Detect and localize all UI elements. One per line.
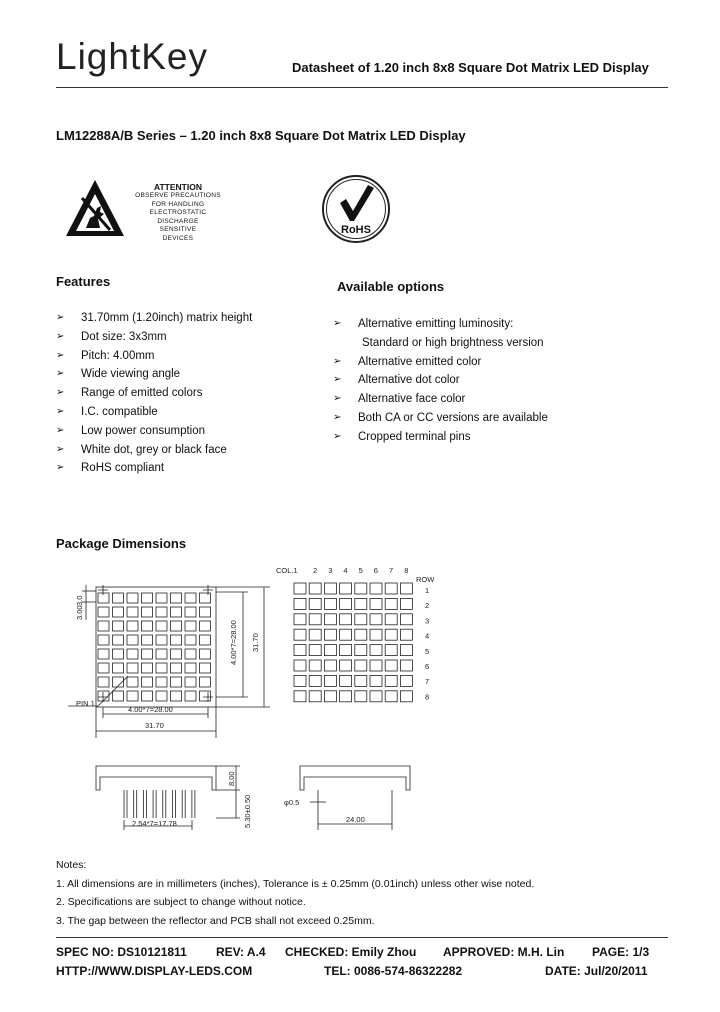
list-item: ➢ Both CA or CC versions are available: [333, 409, 548, 428]
schematic-dot: [340, 583, 352, 594]
schematic-dot: [355, 675, 367, 686]
front-dot: [98, 677, 109, 687]
col-label: COL.1: [276, 566, 298, 575]
note-item: 2. Specifications are subject to change without notice.: [56, 896, 306, 908]
dim-height: 31.70: [251, 633, 260, 652]
front-dot: [185, 635, 196, 645]
schematic-dot: [294, 614, 306, 625]
notes-section: [56, 856, 534, 930]
front-dot: [200, 649, 211, 659]
row-label: ROW: [416, 575, 435, 584]
schematic-dot: [324, 660, 336, 671]
column-number: 2: [313, 566, 318, 575]
schematic-dot: [370, 629, 382, 640]
schematic-dot: [294, 645, 306, 656]
front-dot: [156, 593, 167, 603]
front-dot: [156, 621, 167, 631]
schematic-dot: [370, 660, 382, 671]
front-dot: [98, 691, 109, 701]
bullet-arrow-icon: ➢: [333, 318, 342, 329]
revision: REV: A.4: [216, 945, 266, 959]
schematic-dot: [355, 629, 367, 640]
list-item: ➢ Low power consumption: [56, 422, 252, 441]
schematic-dot: [324, 583, 336, 594]
schematic-dot: [309, 645, 321, 656]
front-dot: [171, 663, 182, 673]
schematic-dot: [370, 583, 382, 594]
notes-title: Notes:: [56, 859, 87, 871]
schematic-dot-grid: [294, 583, 412, 702]
schematic-dot: [309, 675, 321, 686]
front-dot: [127, 621, 138, 631]
column-number: 7: [389, 566, 394, 575]
list-item: ➢ Alternative emitted color: [333, 353, 548, 372]
row-numbers: [425, 586, 429, 701]
dim-pin-diameter: φ0.5: [284, 798, 300, 807]
schematic-dot: [340, 629, 352, 640]
front-dot: [142, 691, 153, 701]
checked-by: CHECKED: Emily Zhou: [285, 945, 417, 959]
schematic-dot: [324, 598, 336, 609]
bullet-arrow-icon: ➢: [333, 393, 342, 405]
approved-by: APPROVED: M.H. Lin: [443, 945, 565, 959]
front-dot: [142, 607, 153, 617]
front-dot: [185, 621, 196, 631]
column-number: 5: [358, 566, 363, 575]
column-number: 4: [343, 566, 348, 575]
front-dot: [113, 607, 124, 617]
bullet-arrow-icon: ➢: [56, 368, 65, 380]
list-item: ➢ Alternative dot color: [333, 371, 548, 390]
front-dot: [171, 607, 182, 617]
dim-dot-size: 3.00: [75, 605, 84, 620]
dim-pitch-vertical: 4.00*7=28.00: [229, 620, 238, 665]
schematic-dot: [324, 614, 336, 625]
front-view-body: [96, 587, 216, 707]
bullet-arrow-icon: ➢: [56, 312, 65, 323]
front-dot: [200, 677, 211, 687]
front-dot: [113, 635, 124, 645]
schematic-dot: [340, 660, 352, 671]
front-dot: [200, 663, 211, 673]
front-dot: [113, 649, 124, 659]
schematic-dot: [400, 629, 412, 640]
package-dimensions-drawing: [0, 560, 720, 850]
column-numbers: [313, 566, 408, 575]
bullet-arrow-icon: ➢: [56, 462, 65, 474]
dim-pin-length: 5.30±0.50: [243, 794, 252, 828]
front-dot: [113, 621, 124, 631]
front-dot: [171, 691, 182, 701]
telephone: TEL: 0086-574-86322282: [324, 964, 463, 978]
schematic-dot: [309, 691, 321, 702]
dim-body-height: 8.00: [227, 771, 236, 786]
front-dot: [185, 607, 196, 617]
schematic-dot: [385, 598, 397, 609]
front-dot: [142, 635, 153, 645]
front-dot: [98, 649, 109, 659]
dim-pin-pitch: 2.54*7=17.78: [132, 819, 177, 828]
front-dot: [171, 593, 182, 603]
dim-width: 31.70: [145, 721, 164, 730]
schematic-dot: [400, 598, 412, 609]
schematic-dot: [385, 660, 397, 671]
schematic-dot: [309, 660, 321, 671]
list-item: ➢ 31.70mm (1.20inch) matrix height: [56, 309, 252, 328]
attention-line: ELECTROSTATIC: [149, 209, 207, 217]
front-dot: [127, 677, 138, 687]
front-dot: [156, 677, 167, 687]
list-item: ➢ RoHS compliant: [56, 459, 252, 478]
front-dot: [113, 663, 124, 673]
bullet-arrow-icon: ➢: [333, 411, 342, 423]
row-number: 5: [425, 646, 430, 656]
front-dot: [142, 593, 153, 603]
page-number: PAGE: 1/3: [592, 945, 650, 959]
schematic-dot: [340, 675, 352, 686]
schematic-dot: [355, 691, 367, 702]
schematic-dot: [400, 675, 412, 686]
front-dot: [200, 635, 211, 645]
row-number: 8: [425, 692, 430, 702]
column-number: 3: [328, 566, 333, 575]
bullet-arrow-icon: ➢: [56, 443, 65, 455]
schematic-dot: [294, 660, 306, 671]
schematic-dot: [355, 645, 367, 656]
schematic-dot: [370, 598, 382, 609]
options-list: [333, 315, 548, 447]
front-dot: [113, 691, 124, 701]
schematic-dot: [309, 614, 321, 625]
front-dot: [185, 677, 196, 687]
attention-title: ATTENTION: [153, 182, 202, 192]
list-item: ➢ Dot size: 3x3mm: [56, 328, 252, 347]
front-dot: [113, 593, 124, 603]
schematic-dot: [385, 583, 397, 594]
row-number: 4: [425, 631, 430, 641]
website-link[interactable]: HTTP://WWW.DISPLAY-LEDS.COM: [56, 964, 253, 978]
front-dot: [200, 691, 211, 701]
schematic-dot: [385, 645, 397, 656]
spec-number: SPEC NO: DS10121811: [56, 945, 187, 959]
front-dot: [171, 621, 182, 631]
schematic-dot: [385, 629, 397, 640]
schematic-dot: [400, 614, 412, 625]
bullet-arrow-icon: ➢: [333, 355, 342, 367]
front-dot: [142, 677, 153, 687]
schematic-dot: [355, 598, 367, 609]
front-dot: [185, 663, 196, 673]
schematic-dot: [370, 645, 382, 656]
list-item: ➢ I.C. compatible: [56, 403, 252, 422]
front-dot: [127, 593, 138, 603]
front-dot: [185, 649, 196, 659]
front-dot: [142, 663, 153, 673]
front-dot: [185, 691, 196, 701]
row-number: 7: [425, 677, 430, 687]
schematic-dot: [385, 614, 397, 625]
esd-attention-text: [128, 182, 228, 244]
features-title: Features: [56, 274, 111, 289]
front-dot: [156, 649, 167, 659]
row-number: 6: [425, 662, 430, 671]
front-dot: [127, 635, 138, 645]
column-number: 6: [373, 566, 378, 575]
front-dot: [142, 649, 153, 659]
schematic-dot: [294, 675, 306, 686]
features-list: [56, 309, 252, 478]
row-number: 3: [425, 616, 430, 626]
rohs-label: RoHS: [341, 224, 371, 236]
row-number: 2: [425, 601, 430, 611]
schematic-dot: [340, 691, 352, 702]
schematic-dot: [400, 645, 412, 656]
rohs-logo: [320, 173, 392, 245]
front-dot: [98, 663, 109, 673]
attention-line: OBSERVE PRECAUTIONS: [135, 192, 221, 199]
list-item: ➢ Alternative emitting luminosity:: [333, 315, 548, 334]
bullet-arrow-icon: ➢: [56, 405, 65, 417]
front-dot: [171, 677, 182, 687]
schematic-dot: [385, 691, 397, 702]
schematic-dot: [400, 660, 412, 671]
front-dot: [156, 607, 167, 617]
schematic-dot: [370, 614, 382, 625]
bullet-arrow-icon: ➢: [56, 330, 65, 342]
company-logo: LightKey: [56, 36, 208, 77]
front-dot: [200, 593, 211, 603]
dim-gap: 3.0: [75, 595, 84, 606]
attention-line: SENSITIVE: [159, 226, 197, 234]
options-title: Available options: [337, 279, 445, 294]
schematic-dot: [294, 598, 306, 609]
side-view-pins: [124, 790, 195, 818]
list-item-continuation: Standard or high brightness version: [362, 336, 544, 349]
dim-pitch-horizontal: 4.00*7=28.00: [128, 705, 173, 714]
schematic-dot: [309, 629, 321, 640]
attention-line: FOR HANDLING: [151, 200, 205, 208]
schematic-dot: [340, 645, 352, 656]
front-dot: [142, 621, 153, 631]
schematic-dot: [355, 583, 367, 594]
schematic-dot: [400, 691, 412, 702]
schematic-dot: [340, 614, 352, 625]
pin1-label: PIN 1: [76, 699, 95, 708]
front-dot: [98, 635, 109, 645]
schematic-dot: [340, 598, 352, 609]
front-dot: [171, 649, 182, 659]
schematic-dot: [309, 598, 321, 609]
front-dot: [98, 593, 109, 603]
list-item: ➢ Wide viewing angle: [56, 365, 252, 384]
bullet-arrow-icon: ➢: [333, 430, 342, 442]
front-dot: [127, 649, 138, 659]
bullet-arrow-icon: ➢: [56, 349, 65, 361]
attention-line: DEVICES: [162, 234, 194, 242]
schematic-dot: [294, 691, 306, 702]
schematic-dot: [324, 645, 336, 656]
dim-side-width: 24.00: [346, 815, 365, 824]
front-dot: [127, 691, 138, 701]
front-dot: [127, 607, 138, 617]
schematic-dot: [309, 583, 321, 594]
series-title: LM12288A/B Series – 1.20 inch 8x8 Square Dot Matrix LED Display: [56, 128, 466, 143]
schematic-dot: [355, 660, 367, 671]
list-item: ➢ Cropped terminal pins: [333, 428, 548, 447]
front-dot: [185, 593, 196, 603]
front-dot: [171, 635, 182, 645]
list-item: ➢ Range of emitted colors: [56, 384, 252, 403]
list-item: ➢ Alternative face color: [333, 390, 548, 409]
schematic-dot: [355, 614, 367, 625]
document-title: Datasheet of 1.20 inch 8x8 Square Dot Matrix LED Display: [292, 60, 649, 75]
schematic-dot: [324, 691, 336, 702]
attention-line: DISCHARGE: [157, 217, 199, 225]
esd-warning-icon: [64, 178, 126, 240]
package-dimensions-title: Package Dimensions: [56, 536, 187, 551]
note-item: 3. The gap between the reflector and PCB shall not exceed 0.25mm.: [56, 914, 375, 927]
front-dot: [127, 663, 138, 673]
bullet-arrow-icon: ➢: [56, 424, 65, 436]
list-item: ➢ Pitch: 4.00mm: [56, 347, 252, 366]
schematic-dot: [370, 691, 382, 702]
column-number: 8: [404, 566, 409, 575]
front-dot: [98, 621, 109, 631]
note-item: 1. All dimensions are in millimeters (inches), Tolerance is ± 0.25mm (0.01inch) unless other wise noted.: [56, 877, 535, 890]
schematic-dot: [324, 675, 336, 686]
bullet-arrow-icon: ➢: [56, 387, 65, 399]
list-item: ➢ White dot, grey or black face: [56, 441, 252, 460]
bullet-arrow-icon: ➢: [333, 374, 342, 386]
front-dot: [156, 663, 167, 673]
row-number: 1: [425, 586, 430, 595]
header-divider: [56, 87, 668, 88]
schematic-dot: [385, 675, 397, 686]
front-dot: [200, 607, 211, 617]
front-dot: [156, 635, 167, 645]
front-dot: [200, 621, 211, 631]
document-date: DATE: Jul/20/2011: [545, 964, 648, 978]
schematic-dot: [400, 583, 412, 594]
front-dot: [98, 607, 109, 617]
schematic-dot: [370, 675, 382, 686]
front-dot: [156, 691, 167, 701]
schematic-dot: [294, 583, 306, 594]
schematic-dot: [324, 629, 336, 640]
schematic-dot: [294, 629, 306, 640]
front-dot-grid: [98, 593, 211, 701]
footer-divider: [56, 937, 668, 938]
